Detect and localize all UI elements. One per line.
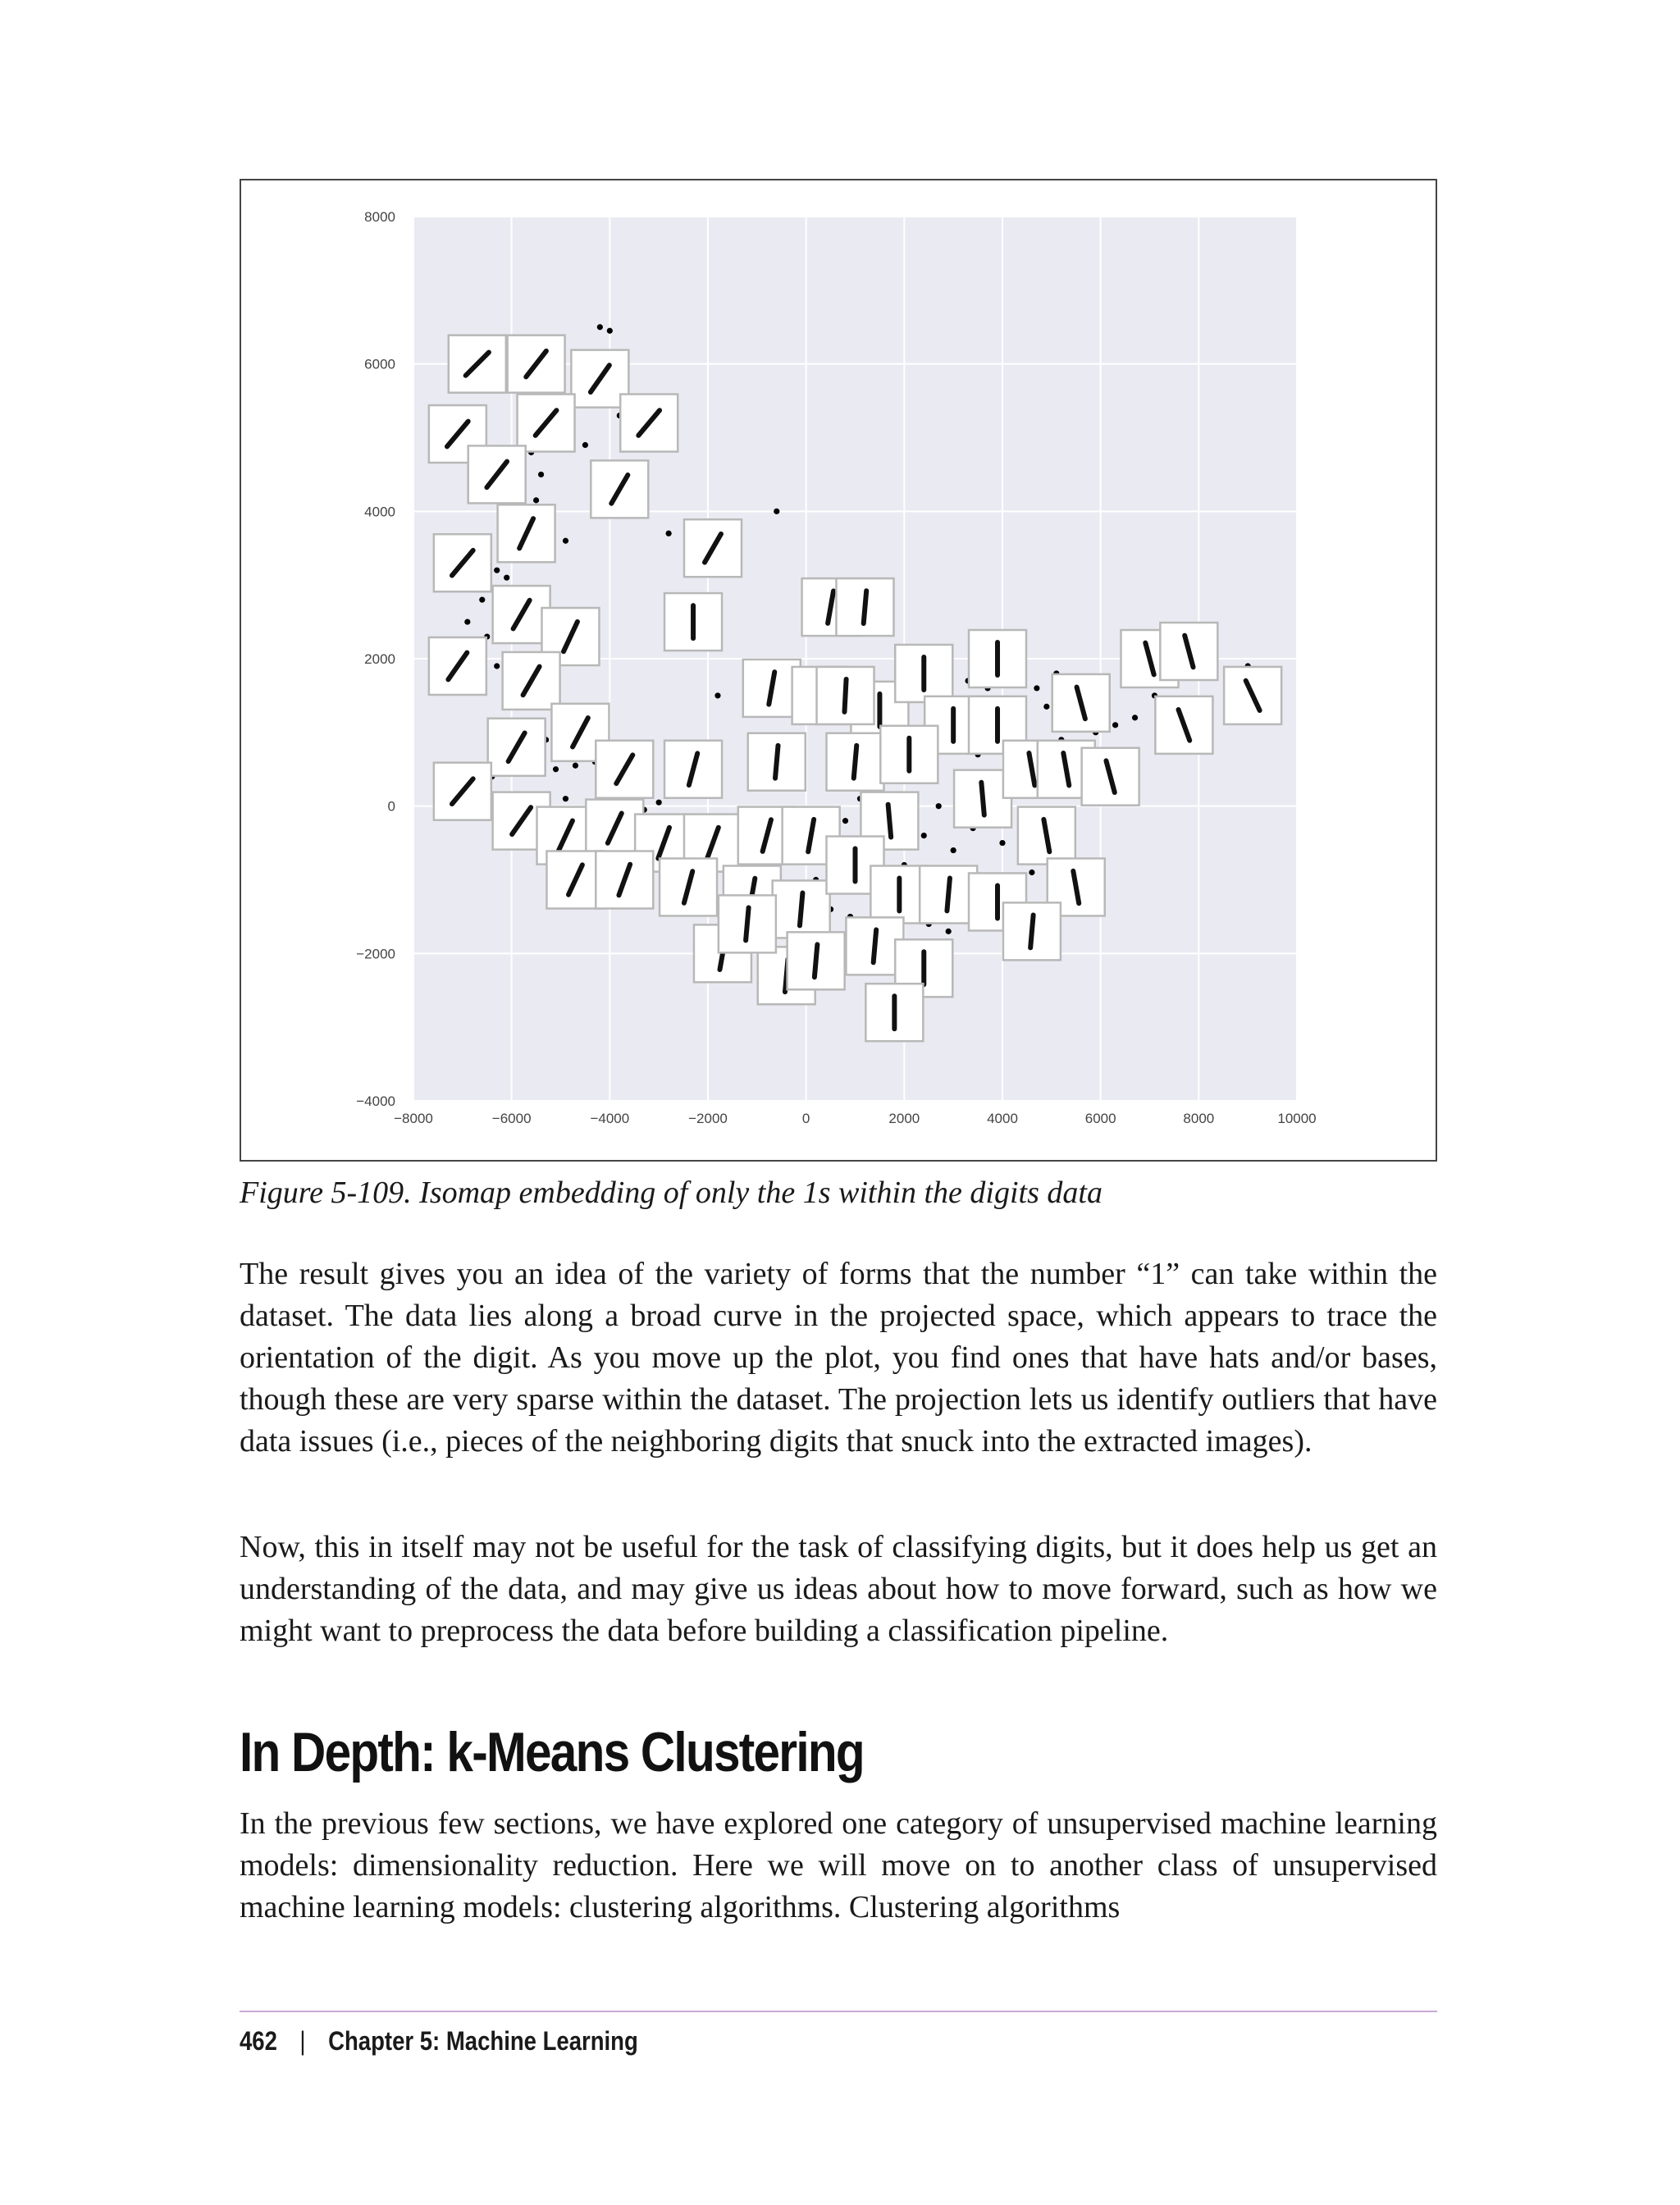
x-tick-label: −8000 (394, 1111, 433, 1126)
scatter-point (666, 531, 672, 536)
scatter-point (573, 763, 578, 769)
scatter-point (1112, 722, 1118, 728)
y-tick-label: 0 (387, 798, 395, 815)
digit-one-stroke (800, 893, 802, 926)
paragraph-usefulness: Now, this in itself may not be useful for the task of classifying digits, but it does help us get an understanding of the data, and may give us ideas about how to move forward, such as how we might want to preprocess the data before building a classification pipeline. (240, 1530, 1437, 1648)
scatter-point (563, 796, 568, 801)
digit-one-stroke (864, 591, 866, 623)
figure-caption: Figure 5-109. Isomap embedding of only the 1s within the digits data (240, 1176, 1102, 1210)
scatter-point (842, 818, 848, 824)
scatter-point (494, 663, 500, 669)
page-number: 462 (240, 2026, 277, 2056)
scatter-point (714, 692, 720, 698)
paragraph-result: The result gives you an idea of the variety of forms that the number “1” can take within the dataset. The data lies along a broad curve in the projected space, which appears to trace the orientation of the digit. As you move up the plot, you find ones that have hats and/or bases, though these are very sparse within the dataset. The projection lets us identify outliers that have data issues (i.e., pieces of the neighboring digits that snuck into the extracted images). (240, 1257, 1437, 1459)
isomap-scatter-chart (241, 180, 1439, 1163)
x-tick-label: 0 (801, 1111, 810, 1126)
scatter-point (999, 840, 1005, 846)
footer-separator: | (299, 2026, 306, 2056)
section-heading: In Depth: k-Means Clustering (240, 1721, 864, 1783)
scatter-point (656, 800, 662, 806)
scatter-point (533, 497, 539, 503)
chapter-title: Chapter 5: Machine Learning (328, 2026, 638, 2056)
x-tick-label: 2000 (888, 1111, 920, 1126)
digit-one-stroke (854, 746, 856, 778)
scatter-point (504, 575, 509, 581)
digit-one-stroke (815, 944, 817, 977)
digit-one-stroke (844, 679, 846, 712)
x-tick-label: −4000 (590, 1111, 630, 1126)
y-tick-label: 4000 (364, 504, 395, 520)
scatter-point (921, 833, 927, 838)
scatter-point (936, 803, 942, 809)
page-footer (240, 2023, 638, 2059)
y-tick-label: −4000 (356, 1093, 395, 1109)
digit-one-stroke (746, 907, 748, 940)
x-tick-label: 6000 (1084, 1111, 1116, 1126)
scatter-point (951, 847, 956, 853)
scatter-point (607, 328, 613, 334)
scatter-point (464, 619, 470, 624)
x-tick-label: −2000 (688, 1111, 728, 1126)
scatter-point (479, 597, 485, 603)
scatter-point (563, 538, 568, 544)
scatter-point (597, 324, 603, 330)
digit-one-stroke (874, 929, 876, 962)
scatter-point (582, 442, 588, 448)
digit-one-stroke (775, 746, 778, 778)
scatter-point (774, 509, 779, 514)
scatter-point (553, 766, 559, 772)
y-tick-label: −2000 (356, 946, 395, 962)
x-tick-label: 10000 (1277, 1111, 1317, 1126)
digit-one-stroke (1030, 915, 1033, 947)
figure-frame (240, 179, 1437, 1162)
x-tick-label: 8000 (1183, 1111, 1215, 1126)
x-tick-label: 4000 (987, 1111, 1018, 1126)
digit-one-stroke (888, 805, 891, 838)
scatter-point (1029, 870, 1034, 875)
digit-one-stroke (981, 783, 984, 815)
x-tick-label: −6000 (491, 1111, 532, 1126)
scatter-point (946, 929, 952, 934)
scatter-point (1043, 704, 1049, 710)
scatter-point (1034, 685, 1039, 691)
y-tick-label: 2000 (364, 651, 395, 667)
paragraph-intro-clustering: In the previous few sections, we have explored one category of unsupervised machine learning models: dimensionality reduction. Here we will move on to another class of unsupervised machine learning models: clustering algorithms. Clustering algorithms (240, 1806, 1437, 1924)
footer-rule (240, 2011, 1437, 2012)
scatter-point (1132, 714, 1138, 720)
scatter-point (538, 472, 544, 477)
scatter-point (494, 568, 500, 573)
y-tick-label: 6000 (364, 356, 395, 372)
digit-one-stroke (947, 879, 949, 911)
y-tick-label: 8000 (364, 209, 395, 225)
